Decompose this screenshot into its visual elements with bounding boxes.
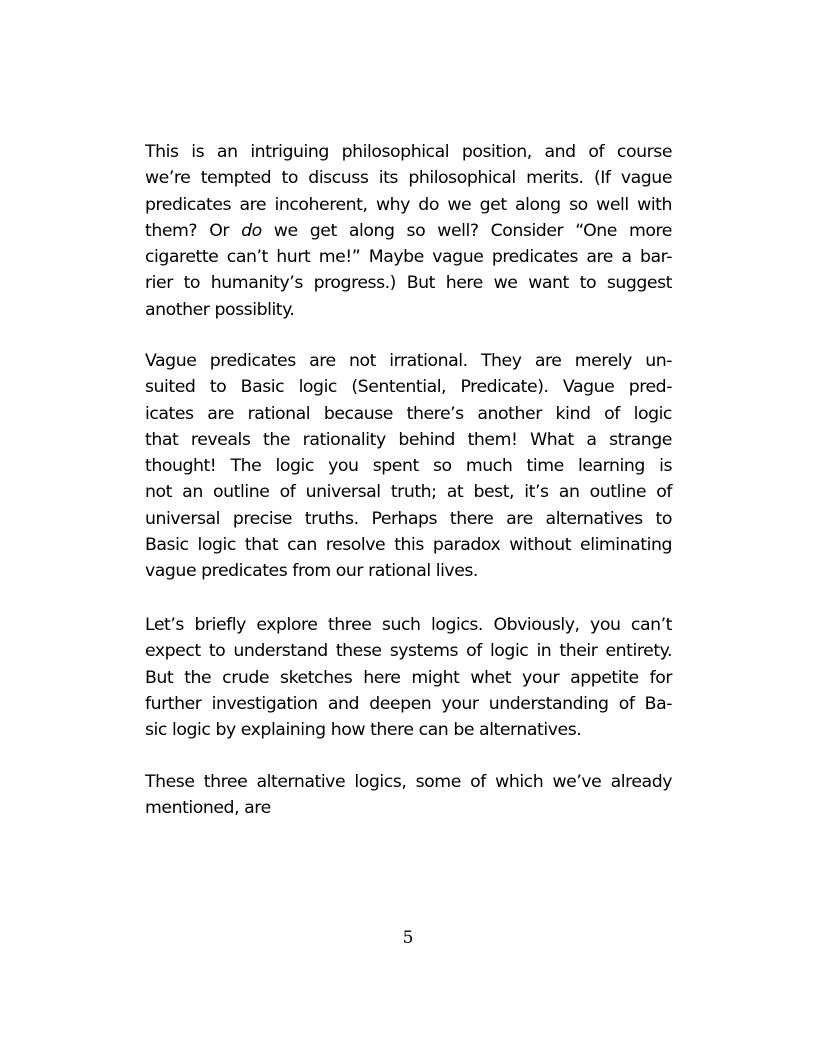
text-line: This is an intriguing philosophical position, and of course <box>145 142 672 162</box>
text-line: thought! The logic you spent so much time learning is <box>145 456 672 477</box>
paragraph-three-logics <box>145 612 672 743</box>
text-line: vague predicates from our rational lives. <box>145 561 478 582</box>
page-number: 5 <box>402 928 414 948</box>
text-line: not an outline of universal truth; at best, it’s an outline of <box>145 482 672 503</box>
paragraph-vague-predicates <box>145 348 672 585</box>
text-line: another possiblity. <box>145 299 295 320</box>
text-segment: them? Or <box>145 220 242 241</box>
text-line: These three alternative logics, some of which we’ve already <box>145 772 672 792</box>
text-line: Let’s briefly explore three such logics. Obviously, you can’t <box>145 615 672 635</box>
text-segment: we get along so well? Consider “One more <box>261 220 672 241</box>
text-line: that reveals the rationality behind them! What a strange <box>145 429 672 450</box>
text-line: predicates are incoherent, why do we get along so well with <box>145 194 672 215</box>
text-line: rier to humanity’s progress.) But here we want to suggest <box>145 273 672 294</box>
text-line: sic logic by explaining how there can be alternatives. <box>145 720 582 741</box>
paragraph-alternative-logics <box>145 769 672 822</box>
text-line <box>145 218 672 244</box>
text-line: cigarette can’t hurt me!” Maybe vague predicates are a bar- <box>145 247 672 268</box>
text-line: suited to Basic logic (Sentential, Predicate). Vague pred- <box>145 377 672 398</box>
text-line: But the crude sketches here might whet your appetite for <box>145 667 672 688</box>
text-line: Basic logic that can resolve this paradox without eliminating <box>145 535 672 556</box>
text-line: Vague predicates are not irrational. They are merely un- <box>145 351 672 371</box>
text-line: further investigation and deepen your understanding of Ba- <box>145 693 672 714</box>
text-line: universal precise truths. Perhaps there are alternatives to <box>145 508 672 529</box>
text-line: we’re tempted to discuss its philosophical merits. (If vague <box>145 168 672 189</box>
emphasized-word: do <box>241 220 262 241</box>
text-line: expect to understand these systems of logic in their entirety. <box>145 641 672 662</box>
text-line: icates are rational because there’s another kind of logic <box>145 403 672 424</box>
paragraph-philosophical-position <box>145 139 672 323</box>
text-line: mentioned, are <box>145 798 271 819</box>
